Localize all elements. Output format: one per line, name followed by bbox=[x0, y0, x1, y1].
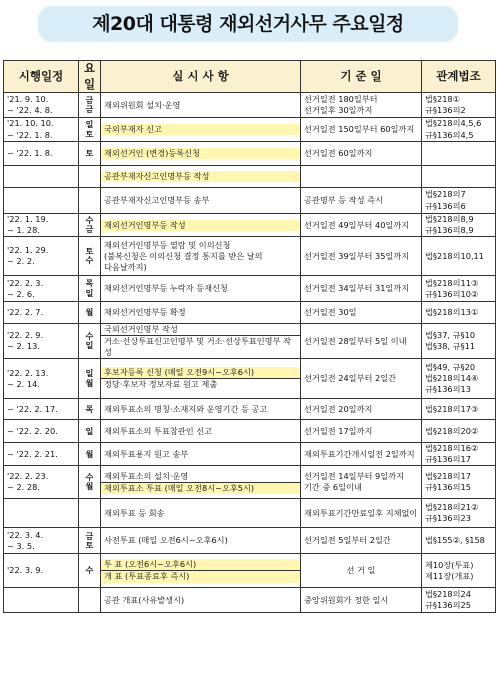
header-date: 시행일정 bbox=[4, 61, 79, 93]
cell-task-line: 정당·후보자 정보자료 원고 제출 bbox=[101, 378, 300, 390]
cell-law-line: 규§136의23 bbox=[425, 513, 471, 524]
cell-task-line: 공관부재자신고인명부등 작성 bbox=[101, 171, 300, 182]
cell-date-line: '22. 2. 13. bbox=[7, 367, 49, 378]
cell-task-line: 재외선거인 (변경)등록신청 bbox=[101, 148, 300, 159]
cell-basis-line: 선거일전 30일 bbox=[304, 307, 357, 318]
cell-law bbox=[422, 499, 496, 528]
cell-law-line: 법§38, 규§11 bbox=[425, 341, 476, 352]
table-row bbox=[4, 466, 496, 499]
cell-date bbox=[4, 302, 79, 324]
cell-date bbox=[4, 420, 79, 443]
cell-basis bbox=[301, 554, 422, 588]
cell-date-line: ~ 2. 28. bbox=[7, 482, 40, 493]
cell-date-line: ~ '22. 2. 21. bbox=[7, 448, 58, 459]
cell-basis-line: 선거일전 39일부터 35일까지 bbox=[304, 250, 410, 261]
cell-date bbox=[4, 237, 79, 276]
cell-day bbox=[79, 443, 101, 466]
cell-day-line: 금 bbox=[85, 224, 94, 235]
cell-day bbox=[79, 214, 101, 237]
cell-task bbox=[101, 276, 301, 302]
cell-law-line: 제11장(개표) bbox=[425, 570, 474, 581]
cell-day bbox=[79, 142, 101, 166]
cell-day bbox=[79, 588, 101, 613]
table-row bbox=[4, 237, 496, 276]
cell-basis bbox=[301, 588, 422, 613]
cell-day-line: 수 bbox=[85, 214, 94, 225]
cell-basis-line: 선거일전 17일까지 bbox=[304, 425, 373, 436]
cell-day bbox=[79, 359, 101, 399]
cell-date-line: ~ '22. 1. 8. bbox=[7, 148, 53, 158]
header-day: 요일 bbox=[79, 61, 101, 93]
cell-date-line: '22. 3. 4. bbox=[7, 529, 44, 540]
cell-law bbox=[422, 302, 496, 324]
cell-day bbox=[79, 302, 101, 324]
cell-day-line: 토 bbox=[85, 147, 94, 158]
cell-day-line: 일 bbox=[85, 340, 94, 351]
cell-task bbox=[101, 118, 301, 142]
cell-date-line: ~ 2. 2. bbox=[7, 256, 35, 267]
cell-task bbox=[101, 466, 301, 499]
cell-day-line: 토 bbox=[85, 245, 94, 256]
cell-law bbox=[422, 554, 496, 588]
cell-law bbox=[422, 359, 496, 399]
cell-law bbox=[422, 443, 496, 466]
cell-law bbox=[422, 93, 496, 118]
cell-task-line: 재외선거인명부등 작성 bbox=[101, 220, 300, 231]
cell-task-line: 재외선거인명부등 열람 및 이의신청 bbox=[104, 239, 231, 250]
cell-date bbox=[4, 276, 79, 302]
cell-task bbox=[101, 420, 301, 443]
cell-date bbox=[4, 588, 79, 613]
cell-task-line: 공관부재자신고인명부등 송부 bbox=[104, 195, 210, 205]
cell-day-line: 월 bbox=[85, 448, 94, 459]
cell-day-line: 수 bbox=[85, 565, 94, 576]
cell-day-line: 금 bbox=[85, 104, 94, 115]
cell-basis bbox=[301, 420, 422, 443]
table-row bbox=[4, 588, 496, 613]
cell-law bbox=[422, 588, 496, 613]
cell-law bbox=[422, 166, 496, 188]
cell-law bbox=[422, 420, 496, 443]
cell-law bbox=[422, 466, 496, 499]
cell-task bbox=[101, 324, 301, 359]
cell-basis bbox=[301, 359, 422, 399]
cell-day-line: 토 bbox=[85, 539, 94, 550]
table-row bbox=[4, 188, 496, 214]
cell-date bbox=[4, 466, 79, 499]
table-row bbox=[4, 420, 496, 443]
table-row bbox=[4, 214, 496, 237]
cell-task bbox=[101, 359, 301, 399]
cell-basis bbox=[301, 166, 422, 188]
table-row bbox=[4, 166, 496, 188]
cell-basis-line: 중앙위원회가 정한 일시 bbox=[304, 594, 389, 605]
cell-day-line: 금 bbox=[85, 530, 94, 541]
cell-day-line: 목 bbox=[85, 403, 94, 414]
cell-day bbox=[79, 237, 101, 276]
cell-date bbox=[4, 554, 79, 588]
header-task: 실 시 사 항 bbox=[101, 61, 301, 93]
cell-basis-line: 공관명부 등 작성 즉시 bbox=[304, 195, 383, 205]
cell-basis-line: 선거일전 5일부터 2일간 bbox=[304, 535, 391, 546]
table-row bbox=[4, 142, 496, 166]
cell-law-line: 법§218의17③ bbox=[425, 403, 479, 414]
table-row bbox=[4, 399, 496, 420]
table-row bbox=[4, 499, 496, 528]
cell-task-line: 재외투표소 투표 (매일 오전8시~오후5시) bbox=[101, 482, 300, 494]
cell-day-line: 월 bbox=[85, 377, 94, 388]
cell-law-line: 규§136의15 bbox=[425, 482, 471, 493]
header-basis: 기 준 일 bbox=[301, 61, 422, 93]
cell-date-line: '22. 2. 7. bbox=[7, 307, 44, 318]
cell-law-line: 법§218① bbox=[425, 93, 460, 104]
cell-task bbox=[101, 93, 301, 118]
cell-day-line: 목 bbox=[85, 278, 94, 289]
cell-date bbox=[4, 528, 79, 554]
cell-day-line: 수 bbox=[85, 330, 94, 341]
cell-basis-line: 재외투표기간만료일후 지체없이 bbox=[304, 507, 418, 518]
cell-basis-line: 재외투표기간개시일전 2일까지 bbox=[304, 448, 415, 459]
cell-date-line: ~ '22. 4. 8. bbox=[7, 105, 53, 116]
cell-task bbox=[101, 588, 301, 613]
cell-basis-line: 선거일전 150일부터 60일까지 bbox=[304, 124, 415, 134]
cell-day-line: 수 bbox=[85, 472, 94, 483]
table-row bbox=[4, 302, 496, 324]
cell-law-line: 법§49, 규§20 bbox=[425, 362, 476, 373]
table-row bbox=[4, 324, 496, 359]
cell-law-line: 법§218의7 bbox=[425, 189, 466, 200]
cell-basis-line: 선 거 일 bbox=[346, 565, 376, 576]
cell-law-line: 법§218의10,11 bbox=[425, 250, 484, 261]
cell-day-line: 일 bbox=[85, 425, 94, 436]
cell-law bbox=[422, 528, 496, 554]
cell-task-line: 재외투표소의 투표참관인 신고 bbox=[104, 425, 213, 436]
cell-task-line: 공관 개표(사유발생시) bbox=[104, 594, 185, 605]
cell-task bbox=[101, 499, 301, 528]
cell-task-line: 국외선거인명부 작성 bbox=[104, 324, 178, 335]
cell-day bbox=[79, 499, 101, 528]
cell-day bbox=[79, 324, 101, 359]
cell-date bbox=[4, 499, 79, 528]
cell-law-line: 규§136의2 bbox=[425, 105, 466, 116]
cell-basis bbox=[301, 324, 422, 359]
schedule-table bbox=[3, 60, 496, 613]
cell-date-line: '22. 2. 9. bbox=[7, 330, 44, 341]
cell-date-line: ~ '22. 1. 8. bbox=[7, 129, 53, 140]
cell-law-line: 규§136의13 bbox=[425, 384, 471, 395]
cell-basis-line: 기간 중 6일이내 bbox=[304, 482, 362, 493]
cell-law-line: 법§218의11③ bbox=[425, 277, 479, 288]
cell-law-line: 법§218의17 bbox=[425, 471, 471, 482]
table-row bbox=[4, 93, 496, 118]
cell-day bbox=[79, 276, 101, 302]
cell-basis-line: 선거일후 30일까지 bbox=[304, 105, 373, 116]
cell-task bbox=[101, 142, 301, 166]
cell-date bbox=[4, 142, 79, 166]
cell-basis-line: 선거일전 24일부터 2일간 bbox=[304, 373, 397, 384]
cell-task bbox=[101, 528, 301, 554]
cell-law-line: 법§218의4,5,6 bbox=[425, 118, 482, 129]
cell-date-line: ~ '22. 2. 17. bbox=[7, 403, 58, 414]
cell-law-line: 규§136의6 bbox=[425, 200, 466, 211]
cell-basis bbox=[301, 499, 422, 528]
cell-task bbox=[101, 188, 301, 214]
cell-basis bbox=[301, 302, 422, 324]
cell-day bbox=[79, 420, 101, 443]
cell-date bbox=[4, 324, 79, 359]
cell-law-line: 규§136의17 bbox=[425, 454, 471, 465]
cell-law-line: 법§218의13① bbox=[425, 307, 479, 318]
cell-law bbox=[422, 118, 496, 142]
cell-basis bbox=[301, 399, 422, 420]
cell-basis bbox=[301, 118, 422, 142]
table-row bbox=[4, 276, 496, 302]
cell-task-line: 사전투표 (매일 오전6시~오후6시) bbox=[104, 535, 228, 546]
cell-day bbox=[79, 399, 101, 420]
cell-day bbox=[79, 188, 101, 214]
cell-law-line: 법§218의20② bbox=[425, 425, 479, 436]
cell-law bbox=[422, 399, 496, 420]
cell-law-line: 규§136의10② bbox=[425, 288, 479, 299]
cell-date bbox=[4, 166, 79, 188]
cell-day bbox=[79, 166, 101, 188]
cell-task bbox=[101, 399, 301, 420]
cell-task-line: 재외투표용지 원고 송부 bbox=[104, 448, 189, 459]
cell-date bbox=[4, 443, 79, 466]
cell-law-line: 법§218의8,9 bbox=[425, 214, 474, 225]
cell-basis-line: 선거일전 14일부터 9일까지 bbox=[304, 471, 404, 482]
cell-day bbox=[79, 93, 101, 118]
table-row bbox=[4, 359, 496, 399]
cell-basis-line: 선거일전 49일부터 40일까지 bbox=[304, 219, 410, 230]
cell-basis bbox=[301, 528, 422, 554]
cell-day-line: 일 bbox=[85, 368, 94, 379]
cell-law-line: 규§136의4,5 bbox=[425, 129, 474, 140]
cell-date bbox=[4, 399, 79, 420]
cell-law bbox=[422, 188, 496, 214]
table-row bbox=[4, 443, 496, 466]
cell-date bbox=[4, 118, 79, 142]
cell-task-line: 국외부재자 신고 bbox=[101, 124, 300, 135]
cell-day-line: 토 bbox=[85, 128, 94, 139]
cell-date-line: ~ 2. 6. bbox=[7, 288, 35, 299]
cell-basis-line: 선거일전 60일까지 bbox=[304, 148, 373, 158]
cell-task bbox=[101, 166, 301, 188]
cell-date-line: '22. 2. 3. bbox=[7, 277, 44, 288]
cell-task bbox=[101, 302, 301, 324]
cell-date-line: '21. 9. 10. bbox=[7, 93, 49, 104]
cell-day bbox=[79, 528, 101, 554]
cell-date-line: ~ '22. 2. 20. bbox=[7, 425, 58, 436]
cell-task-line: 개 표 (투표종료후 즉시) bbox=[101, 570, 300, 582]
table-header-row bbox=[4, 61, 496, 93]
cell-task-line: 재외위원회 설치·운영 bbox=[104, 99, 181, 110]
cell-basis-line: 선거일전 34일부터 31일까지 bbox=[304, 283, 410, 294]
cell-date bbox=[4, 188, 79, 214]
table-row bbox=[4, 554, 496, 588]
cell-date-line: ~ 2. 13. bbox=[7, 341, 40, 352]
cell-task bbox=[101, 443, 301, 466]
cell-date-line: '21. 10. 10. bbox=[7, 118, 54, 129]
table-row bbox=[4, 528, 496, 554]
cell-task-line: 재외투표소의 명칭·소재지와 운영기간 등 공고 bbox=[104, 403, 268, 414]
cell-task-line: 다음날까지) bbox=[104, 261, 147, 272]
cell-basis bbox=[301, 93, 422, 118]
cell-date-line: '22. 2. 23. bbox=[7, 471, 49, 482]
cell-task-line: 재외선거인명부등 누락자 등재신청 bbox=[104, 283, 228, 294]
cell-law bbox=[422, 237, 496, 276]
cell-date bbox=[4, 214, 79, 237]
cell-task-line: 재외투표소의 설치·운영 bbox=[104, 470, 189, 481]
cell-date bbox=[4, 359, 79, 399]
cell-law-line: 규§136의8,9 bbox=[425, 225, 474, 236]
cell-basis-line: 선거일전 28일부터 5일 이내 bbox=[304, 335, 407, 346]
cell-law-line: 법§218의16② bbox=[425, 443, 479, 454]
table-row bbox=[4, 118, 496, 142]
cell-law bbox=[422, 142, 496, 166]
cell-date-line: ~ 3. 5. bbox=[7, 540, 35, 551]
page-title: 제20대 대통령 재외선거사무 주요일정 bbox=[38, 6, 458, 42]
cell-task bbox=[101, 214, 301, 237]
cell-date bbox=[4, 93, 79, 118]
cell-law-line: 법§155②, §158 bbox=[425, 535, 485, 546]
cell-law-line: 제10장(투표) bbox=[425, 559, 474, 570]
cell-task-line: 거소·선상투표신고인명부 및 거소·선상투표인명부 작성 bbox=[101, 335, 300, 358]
cell-day bbox=[79, 118, 101, 142]
cell-day-line: 금 bbox=[85, 94, 94, 105]
cell-basis-line: 선거일전 180일부터 bbox=[304, 93, 378, 104]
cell-law-line: 규§136의25 bbox=[425, 600, 471, 611]
cell-date-line: '22. 3. 9. bbox=[7, 565, 44, 576]
cell-law-line: 법§37, 규§10 bbox=[425, 330, 476, 341]
cell-basis bbox=[301, 466, 422, 499]
cell-date-line: ~ 2. 14. bbox=[7, 378, 40, 389]
cell-day-line: 일 bbox=[85, 119, 94, 130]
cell-date-line: ~ 1. 28. bbox=[7, 225, 40, 236]
cell-basis bbox=[301, 142, 422, 166]
cell-basis bbox=[301, 443, 422, 466]
cell-task bbox=[101, 554, 301, 588]
cell-law bbox=[422, 324, 496, 359]
cell-day-line: 월 bbox=[85, 306, 94, 317]
cell-task-line: 재외투표 등 회송 bbox=[104, 507, 165, 518]
cell-basis-line: 선거일전 20일까지 bbox=[304, 403, 373, 414]
cell-law-line: 법§218의21② bbox=[425, 502, 479, 513]
cell-task-line: 재외선거인명부등 확정 bbox=[104, 307, 186, 318]
cell-date-line: '22. 1. 19. bbox=[7, 214, 49, 225]
cell-task bbox=[101, 237, 301, 276]
cell-day bbox=[79, 466, 101, 499]
cell-day-line: 일 bbox=[85, 287, 94, 298]
cell-task-line: 후보자등록 신청 (매일 오전9시~오후6시) bbox=[101, 367, 300, 378]
cell-law bbox=[422, 276, 496, 302]
cell-basis bbox=[301, 237, 422, 276]
cell-day-line: 수 bbox=[85, 255, 94, 266]
cell-task-line: (불복신청은 이의신청 결정 통지를 받은 날의 bbox=[104, 250, 263, 261]
cell-day bbox=[79, 554, 101, 588]
cell-law-line: 법§218의24 bbox=[425, 589, 471, 600]
header-law: 관계법조 bbox=[422, 61, 496, 93]
cell-date-line: '22. 1. 29. bbox=[7, 245, 49, 256]
cell-task-line: 투 표 (오전6시~오후6시) bbox=[101, 559, 300, 570]
cell-law-line: 법§218의14④ bbox=[425, 373, 479, 384]
cell-day-line: 월 bbox=[85, 481, 94, 492]
cell-law bbox=[422, 214, 496, 237]
cell-basis bbox=[301, 276, 422, 302]
cell-basis bbox=[301, 188, 422, 214]
cell-basis bbox=[301, 214, 422, 237]
